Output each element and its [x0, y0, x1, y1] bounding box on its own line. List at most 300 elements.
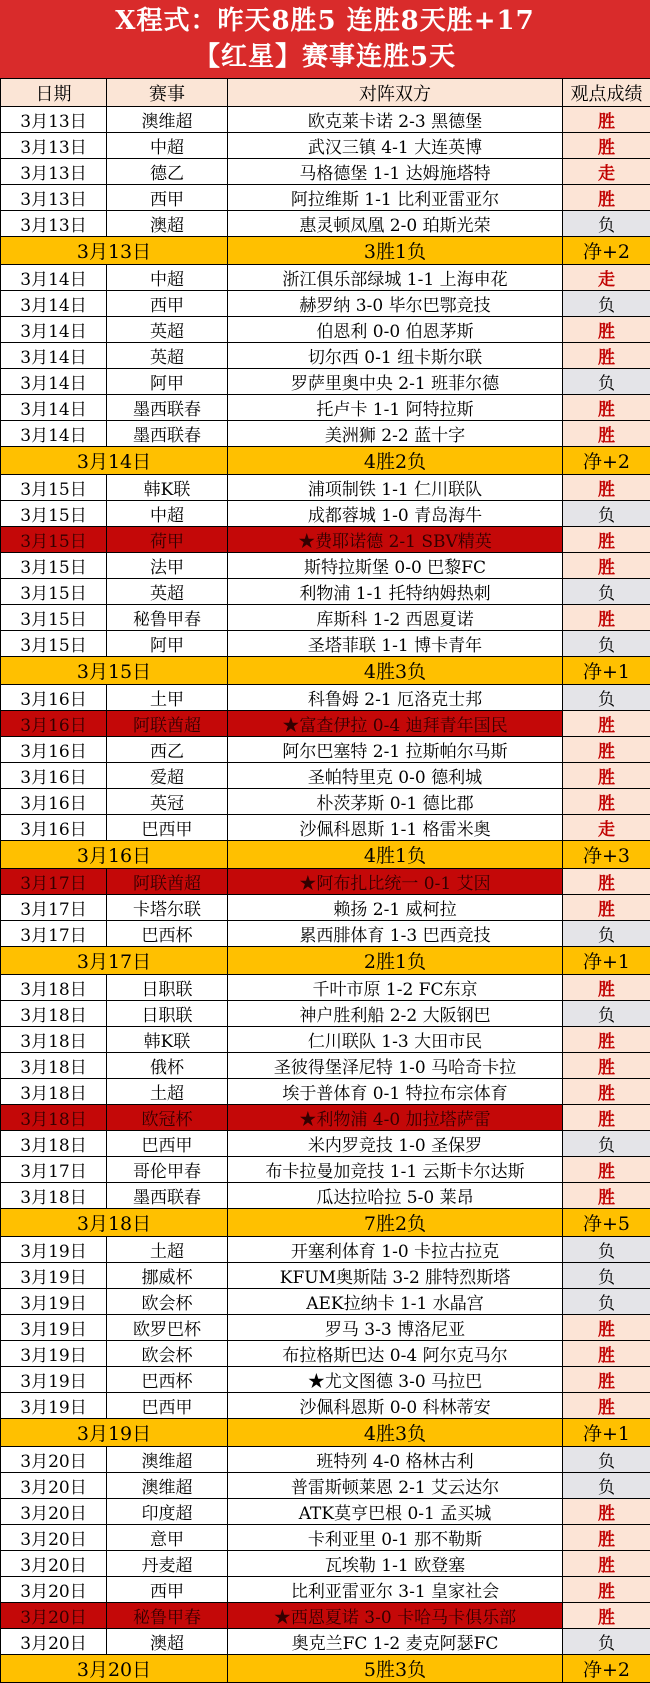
result-cell: 负	[563, 685, 650, 711]
league-cell: 荷甲	[107, 527, 228, 553]
match-row	[1, 1263, 650, 1289]
league-cell: 丹麦超	[107, 1551, 228, 1577]
match-cell: 奥克兰FC 1-2 麦克阿瑟FC	[228, 1629, 563, 1655]
league-cell: 日职联	[107, 1001, 228, 1027]
match-cell: 圣塔菲联 1-1 博卡青年	[228, 631, 563, 657]
league-cell: 澳维超	[107, 1473, 228, 1499]
match-cell: 累西腓体育 1-3 巴西竞技	[228, 921, 563, 947]
match-row	[1, 265, 650, 291]
date-cell: 3月16日	[1, 737, 107, 763]
date-cell: 3月20日	[1, 1447, 107, 1473]
result-column-header: 观点成绩	[563, 79, 650, 107]
match-row	[1, 553, 650, 579]
summary-record-cell: 7胜2负	[228, 1209, 563, 1237]
league-cell: 土甲	[107, 685, 228, 711]
summary-net-cell: 净+1	[563, 947, 650, 975]
result-cell: 走	[563, 815, 650, 841]
match-row	[1, 1525, 650, 1551]
league-cell: 日职联	[107, 975, 228, 1001]
match-row	[1, 369, 650, 395]
result-cell: 负	[563, 1001, 650, 1027]
result-cell: 胜	[563, 869, 650, 895]
result-cell: 胜	[563, 895, 650, 921]
date-cell: 3月16日	[1, 711, 107, 737]
date-cell: 3月13日	[1, 159, 107, 185]
match-row	[1, 1237, 650, 1263]
match-cell: 库斯科 1-2 西恩夏诺	[228, 605, 563, 631]
result-cell: 胜	[563, 395, 650, 421]
date-cell: 3月13日	[1, 185, 107, 211]
result-cell: 负	[563, 921, 650, 947]
date-cell: 3月20日	[1, 1551, 107, 1577]
result-cell: 负	[563, 1473, 650, 1499]
summary-date-cell: 3月19日	[1, 1419, 228, 1447]
date-cell: 3月20日	[1, 1499, 107, 1525]
match-cell: 科鲁姆 2-1 厄洛克士邦	[228, 685, 563, 711]
match-cell: 浙江俱乐部绿城 1-1 上海申花	[228, 265, 563, 291]
result-cell: 胜	[563, 1551, 650, 1577]
match-row	[1, 1577, 650, 1603]
date-cell: 3月13日	[1, 107, 107, 133]
match-row	[1, 1551, 650, 1577]
date-cell: 3月14日	[1, 265, 107, 291]
match-cell: 罗马 3-3 博洛尼亚	[228, 1315, 563, 1341]
league-cell: 印度超	[107, 1499, 228, 1525]
match-row	[1, 395, 650, 421]
league-cell: 西甲	[107, 185, 228, 211]
match-cell: 欧克莱卡诺 2-3 黑德堡	[228, 107, 563, 133]
date-cell: 3月19日	[1, 1263, 107, 1289]
result-cell: 胜	[563, 107, 650, 133]
league-cell: 中超	[107, 501, 228, 527]
match-cell: 赫罗纳 3-0 毕尔巴鄂竞技	[228, 291, 563, 317]
match-cell: 伯恩利 0-0 伯恩茅斯	[228, 317, 563, 343]
summary-net-cell: 净+3	[563, 841, 650, 869]
result-cell: 胜	[563, 763, 650, 789]
league-cell: 英超	[107, 343, 228, 369]
match-row	[1, 1447, 650, 1473]
result-cell: 负	[563, 291, 650, 317]
match-row	[1, 501, 650, 527]
league-cell: 中超	[107, 133, 228, 159]
result-cell: 胜	[563, 527, 650, 553]
match-row	[1, 605, 650, 631]
table-header-row	[1, 79, 650, 107]
date-cell: 3月18日	[1, 975, 107, 1001]
match-row	[1, 921, 650, 947]
match-cell: 普雷斯顿莱恩 2-1 艾云达尔	[228, 1473, 563, 1499]
match-cell: KFUM奥斯陆 3-2 腓特烈斯塔	[228, 1263, 563, 1289]
match-cell: 布卡拉曼加竞技 1-1 云斯卡尔达斯	[228, 1157, 563, 1183]
match-cell: 开塞利体育 1-0 卡拉古拉克	[228, 1237, 563, 1263]
match-cell: 埃于普体育 0-1 特拉布宗体育	[228, 1079, 563, 1105]
match-row	[1, 475, 650, 501]
league-cell: 澳维超	[107, 107, 228, 133]
league-cell: 法甲	[107, 553, 228, 579]
summary-record-cell: 2胜1负	[228, 947, 563, 975]
match-row	[1, 685, 650, 711]
date-cell: 3月17日	[1, 895, 107, 921]
league-cell: 哥伦甲春	[107, 1157, 228, 1183]
match-cell: 神户胜利船 2-2 大阪钢巴	[228, 1001, 563, 1027]
match-cell: 斯特拉斯堡 0-0 巴黎FC	[228, 553, 563, 579]
match-row-highlighted	[1, 869, 650, 895]
match-cell: 切尔西 0-1 纽卡斯尔联	[228, 343, 563, 369]
result-cell: 胜	[563, 553, 650, 579]
date-cell: 3月15日	[1, 501, 107, 527]
league-cell: 英超	[107, 317, 228, 343]
league-cell: 巴西甲	[107, 1393, 228, 1419]
match-row	[1, 185, 650, 211]
summary-date-cell: 3月15日	[1, 657, 228, 685]
result-cell: 负	[563, 1629, 650, 1655]
result-cell: 负	[563, 211, 650, 237]
match-cell: 米内罗竞技 1-0 圣保罗	[228, 1131, 563, 1157]
match-row	[1, 107, 650, 133]
match-row	[1, 1473, 650, 1499]
match-row	[1, 1499, 650, 1525]
summary-net-cell: 净+2	[563, 1655, 650, 1683]
match-cell: 瓦埃勒 1-1 欧登塞	[228, 1551, 563, 1577]
league-cell: 英冠	[107, 789, 228, 815]
match-row	[1, 631, 650, 657]
match-row	[1, 1001, 650, 1027]
match-cell: 赖扬 2-1 威柯拉	[228, 895, 563, 921]
result-cell: 负	[563, 1263, 650, 1289]
date-cell: 3月18日	[1, 1105, 107, 1131]
league-cell: 中超	[107, 265, 228, 291]
date-column-header: 日期	[1, 79, 107, 107]
summary-date-cell: 3月14日	[1, 447, 228, 475]
date-cell: 3月16日	[1, 815, 107, 841]
summary-net-cell: 净+2	[563, 237, 650, 265]
match-cell: 朴茨茅斯 0-1 德比郡	[228, 789, 563, 815]
result-cell: 胜	[563, 1577, 650, 1603]
result-cell: 胜	[563, 711, 650, 737]
summary-record-cell: 4胜3负	[228, 1419, 563, 1447]
date-cell: 3月17日	[1, 921, 107, 947]
league-cell: 巴西甲	[107, 815, 228, 841]
match-row	[1, 1341, 650, 1367]
result-cell: 走	[563, 265, 650, 291]
result-cell: 胜	[563, 1105, 650, 1131]
result-cell: 负	[563, 579, 650, 605]
match-cell: ★费耶诺德 2-1 SBV精英	[228, 527, 563, 553]
league-cell: 巴西甲	[107, 1131, 228, 1157]
match-cell: ★富查伊拉 0-4 迪拜青年国民	[228, 711, 563, 737]
date-cell: 3月15日	[1, 605, 107, 631]
day-summary-row	[1, 947, 650, 975]
result-cell: 胜	[563, 133, 650, 159]
date-cell: 3月15日	[1, 579, 107, 605]
date-cell: 3月15日	[1, 527, 107, 553]
match-row	[1, 763, 650, 789]
date-cell: 3月17日	[1, 869, 107, 895]
match-cell: ★西恩夏诺 3-0 卡哈马卡俱乐部	[228, 1603, 563, 1629]
date-cell: 3月16日	[1, 685, 107, 711]
match-row	[1, 1131, 650, 1157]
league-cell: 阿甲	[107, 631, 228, 657]
summary-record-cell: 4胜1负	[228, 841, 563, 869]
summary-date-cell: 3月17日	[1, 947, 228, 975]
match-row	[1, 421, 650, 447]
summary-date-cell: 3月16日	[1, 841, 228, 869]
date-cell: 3月18日	[1, 1131, 107, 1157]
date-cell: 3月16日	[1, 763, 107, 789]
match-cell: 马格德堡 1-1 达姆施塔特	[228, 159, 563, 185]
match-column-header: 对阵双方	[228, 79, 563, 107]
summary-date-cell: 3月18日	[1, 1209, 228, 1237]
league-cell: 英超	[107, 579, 228, 605]
result-cell: 胜	[563, 1603, 650, 1629]
date-cell: 3月19日	[1, 1237, 107, 1263]
league-cell: 阿甲	[107, 369, 228, 395]
league-cell: 澳超	[107, 211, 228, 237]
result-cell: 胜	[563, 1157, 650, 1183]
match-cell: 沙佩科恩斯 1-1 格雷米奥	[228, 815, 563, 841]
match-cell: 仁川联队 1-3 大田市民	[228, 1027, 563, 1053]
summary-record-cell: 4胜3负	[228, 657, 563, 685]
league-cell: 澳超	[107, 1629, 228, 1655]
result-cell: 胜	[563, 1183, 650, 1209]
date-cell: 3月18日	[1, 1183, 107, 1209]
league-cell: 土超	[107, 1237, 228, 1263]
result-cell: 胜	[563, 789, 650, 815]
match-row	[1, 291, 650, 317]
match-row	[1, 1027, 650, 1053]
match-cell: 罗萨里奥中央 2-1 班菲尔德	[228, 369, 563, 395]
date-cell: 3月19日	[1, 1341, 107, 1367]
match-row	[1, 815, 650, 841]
date-cell: 3月17日	[1, 1157, 107, 1183]
date-cell: 3月19日	[1, 1289, 107, 1315]
result-cell: 胜	[563, 185, 650, 211]
result-cell: 胜	[563, 1341, 650, 1367]
match-cell: ★尤文图德 3-0 马拉巴	[228, 1367, 563, 1393]
date-cell: 3月13日	[1, 133, 107, 159]
match-cell: 托卢卡 1-1 阿特拉斯	[228, 395, 563, 421]
league-cell: 卡塔尔联	[107, 895, 228, 921]
match-row	[1, 895, 650, 921]
match-row	[1, 317, 650, 343]
match-cell: 圣彼得堡泽尼特 1-0 马哈奇卡拉	[228, 1053, 563, 1079]
date-cell: 3月14日	[1, 317, 107, 343]
match-cell: ATK莫亨巴根 0-1 孟买城	[228, 1499, 563, 1525]
result-cell: 胜	[563, 1499, 650, 1525]
date-cell: 3月13日	[1, 211, 107, 237]
result-cell: 走	[563, 159, 650, 185]
banner-line1: X程式：昨天8胜5 连胜8天胜+17	[0, 3, 650, 39]
league-cell: 墨西联春	[107, 395, 228, 421]
result-cell: 负	[563, 1237, 650, 1263]
match-cell: 成都蓉城 1-0 青岛海牛	[228, 501, 563, 527]
day-summary-row	[1, 1209, 650, 1237]
league-cell: 土超	[107, 1079, 228, 1105]
match-cell: 圣帕特里克 0-0 德利城	[228, 763, 563, 789]
league-cell: 俄杯	[107, 1053, 228, 1079]
league-cell: 巴西杯	[107, 921, 228, 947]
day-summary-row	[1, 657, 650, 685]
date-cell: 3月18日	[1, 1079, 107, 1105]
match-cell: 武汉三镇 4-1 大连英博	[228, 133, 563, 159]
result-cell: 负	[563, 1447, 650, 1473]
league-cell: 阿联酋超	[107, 711, 228, 737]
match-cell: 卡利亚里 0-1 那不勒斯	[228, 1525, 563, 1551]
day-summary-row	[1, 1655, 650, 1683]
match-cell: 浦项制铁 1-1 仁川联队	[228, 475, 563, 501]
result-cell: 胜	[563, 737, 650, 763]
league-cell: 韩K联	[107, 1027, 228, 1053]
match-row	[1, 211, 650, 237]
league-cell: 巴西杯	[107, 1367, 228, 1393]
result-cell: 胜	[563, 1027, 650, 1053]
match-row-highlighted	[1, 1603, 650, 1629]
summary-record-cell: 3胜1负	[228, 237, 563, 265]
result-cell: 胜	[563, 317, 650, 343]
league-cell: 西甲	[107, 1577, 228, 1603]
date-cell: 3月20日	[1, 1525, 107, 1551]
summary-net-cell: 净+1	[563, 1419, 650, 1447]
match-row	[1, 343, 650, 369]
result-cell: 胜	[563, 1367, 650, 1393]
match-row	[1, 1157, 650, 1183]
date-cell: 3月14日	[1, 369, 107, 395]
results-table	[0, 78, 650, 1683]
day-summary-row	[1, 237, 650, 265]
match-cell: AEK拉纳卡 1-1 水晶宫	[228, 1289, 563, 1315]
result-cell: 胜	[563, 475, 650, 501]
league-cell: 秘鲁甲春	[107, 605, 228, 631]
match-row	[1, 975, 650, 1001]
result-cell: 胜	[563, 605, 650, 631]
date-cell: 3月16日	[1, 789, 107, 815]
match-row	[1, 737, 650, 763]
league-cell: 阿联酋超	[107, 869, 228, 895]
date-cell: 3月15日	[1, 553, 107, 579]
date-cell: 3月20日	[1, 1577, 107, 1603]
result-cell: 胜	[563, 1079, 650, 1105]
summary-date-cell: 3月13日	[1, 237, 228, 265]
result-cell: 负	[563, 369, 650, 395]
match-cell: 美洲狮 2-2 蓝十字	[228, 421, 563, 447]
result-cell: 胜	[563, 1053, 650, 1079]
summary-net-cell: 净+2	[563, 447, 650, 475]
league-cell: 意甲	[107, 1525, 228, 1551]
result-cell: 胜	[563, 1525, 650, 1551]
result-cell: 胜	[563, 1315, 650, 1341]
match-row	[1, 1289, 650, 1315]
date-cell: 3月14日	[1, 343, 107, 369]
match-cell: 阿拉维斯 1-1 比利亚雷亚尔	[228, 185, 563, 211]
date-cell: 3月20日	[1, 1603, 107, 1629]
summary-net-cell: 净+1	[563, 657, 650, 685]
date-cell: 3月14日	[1, 291, 107, 317]
date-cell: 3月14日	[1, 395, 107, 421]
summary-net-cell: 净+5	[563, 1209, 650, 1237]
league-cell: 欧冠杯	[107, 1105, 228, 1131]
result-cell: 胜	[563, 975, 650, 1001]
match-row	[1, 1183, 650, 1209]
match-cell: 班特列 4-0 格林古利	[228, 1447, 563, 1473]
match-row	[1, 1367, 650, 1393]
match-cell: ★利物浦 4-0 加拉塔萨雷	[228, 1105, 563, 1131]
match-cell: 惠灵顿凤凰 2-0 珀斯光荣	[228, 211, 563, 237]
header-banner	[0, 0, 650, 78]
date-cell: 3月15日	[1, 475, 107, 501]
result-cell: 胜	[563, 1393, 650, 1419]
league-cell: 澳维超	[107, 1447, 228, 1473]
match-row-highlighted	[1, 711, 650, 737]
match-row-highlighted	[1, 1105, 650, 1131]
date-cell: 3月18日	[1, 1001, 107, 1027]
match-row	[1, 579, 650, 605]
league-cell: 欧会杯	[107, 1341, 228, 1367]
league-column-header: 赛事	[107, 79, 228, 107]
results-tbody	[1, 107, 650, 1683]
match-cell: 利物浦 1-1 托特纳姆热刺	[228, 579, 563, 605]
match-row-highlighted	[1, 527, 650, 553]
date-cell: 3月18日	[1, 1053, 107, 1079]
result-cell: 负	[563, 501, 650, 527]
match-row	[1, 1079, 650, 1105]
result-cell: 胜	[563, 343, 650, 369]
league-cell: 西甲	[107, 291, 228, 317]
result-cell: 负	[563, 1131, 650, 1157]
date-cell: 3月20日	[1, 1473, 107, 1499]
day-summary-row	[1, 1419, 650, 1447]
day-summary-row	[1, 841, 650, 869]
day-summary-row	[1, 447, 650, 475]
match-cell: ★阿布扎比统一 0-1 艾因	[228, 869, 563, 895]
match-row	[1, 1393, 650, 1419]
match-cell: 沙佩科恩斯 0-0 科林蒂安	[228, 1393, 563, 1419]
league-cell: 挪威杯	[107, 1263, 228, 1289]
date-cell: 3月19日	[1, 1367, 107, 1393]
date-cell: 3月20日	[1, 1629, 107, 1655]
date-cell: 3月18日	[1, 1027, 107, 1053]
league-cell: 欧罗巴杯	[107, 1315, 228, 1341]
date-cell: 3月19日	[1, 1315, 107, 1341]
summary-record-cell: 4胜2负	[228, 447, 563, 475]
league-cell: 墨西联春	[107, 421, 228, 447]
date-cell: 3月14日	[1, 421, 107, 447]
league-cell: 德乙	[107, 159, 228, 185]
date-cell: 3月19日	[1, 1393, 107, 1419]
summary-date-cell: 3月20日	[1, 1655, 228, 1683]
date-cell: 3月15日	[1, 631, 107, 657]
match-cell: 瓜达拉哈拉 5-0 莱昂	[228, 1183, 563, 1209]
league-cell: 墨西联春	[107, 1183, 228, 1209]
match-cell: 布拉格斯巴达 0-4 阿尔克马尔	[228, 1341, 563, 1367]
result-cell: 胜	[563, 421, 650, 447]
match-cell: 千叶市原 1-2 FC东京	[228, 975, 563, 1001]
match-row	[1, 1315, 650, 1341]
league-cell: 欧会杯	[107, 1289, 228, 1315]
match-cell: 比利亚雷亚尔 3-1 皇家社会	[228, 1577, 563, 1603]
league-cell: 秘鲁甲春	[107, 1603, 228, 1629]
result-cell: 负	[563, 1289, 650, 1315]
match-row	[1, 1053, 650, 1079]
match-row	[1, 1629, 650, 1655]
match-row	[1, 789, 650, 815]
summary-record-cell: 5胜3负	[228, 1655, 563, 1683]
match-row	[1, 159, 650, 185]
result-cell: 负	[563, 631, 650, 657]
banner-line2: 【红星】赛事连胜5天	[0, 39, 650, 75]
league-cell: 爱超	[107, 763, 228, 789]
league-cell: 西乙	[107, 737, 228, 763]
league-cell: 韩K联	[107, 475, 228, 501]
